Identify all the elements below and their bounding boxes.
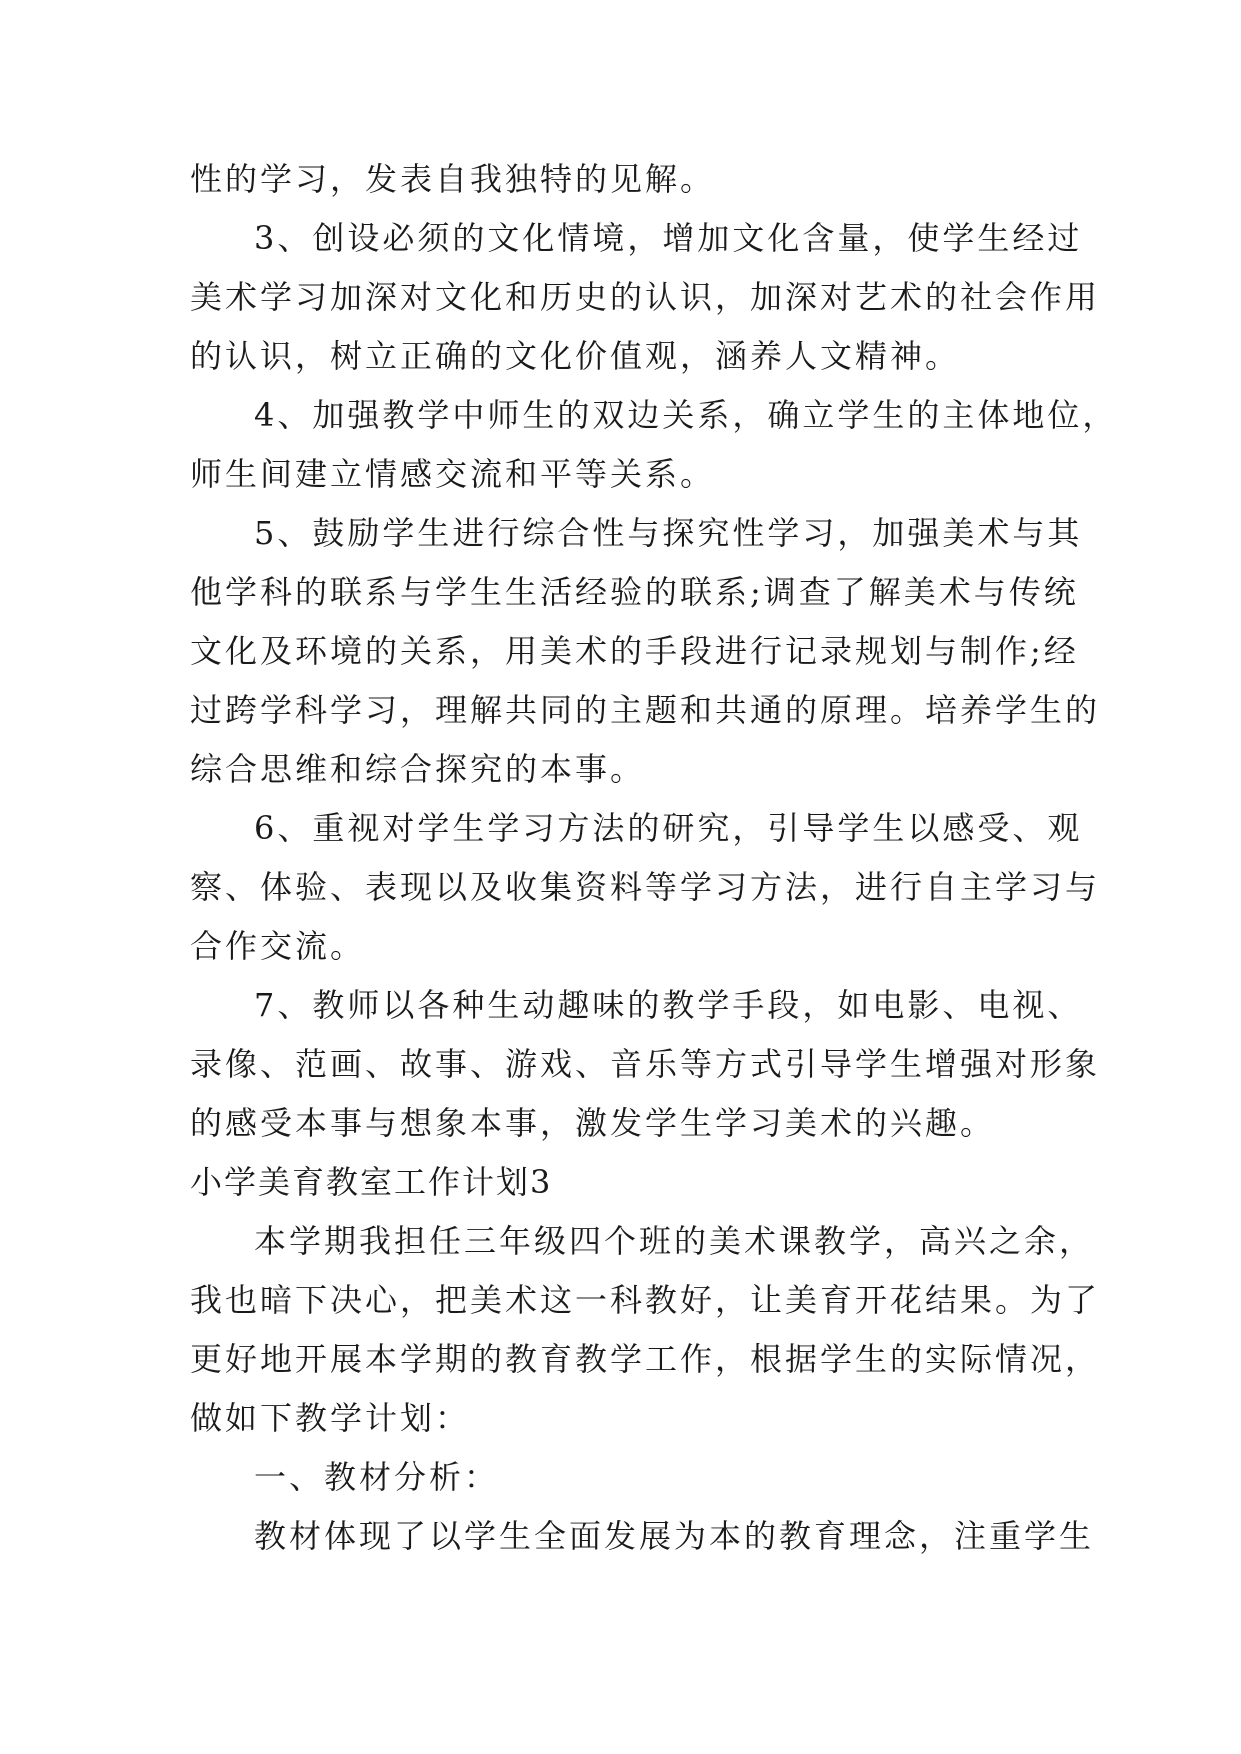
text-line: 本学期我担任三年级四个班的美术课教学，高兴之余，: [254, 1222, 1095, 1260]
text-line: 我也暗下决心，把美术这一科教好，让美育开花结果。为了: [190, 1281, 1101, 1319]
text-line: 更好地开展本学期的教育教学工作，根据学生的实际情况，: [190, 1340, 1101, 1378]
text-line: 师生间建立情感交流和平等关系。: [190, 455, 716, 493]
text-line: 5、鼓励学生进行综合性与探究性学习，加强美术与其: [254, 514, 1083, 552]
text-line: 3、创设必须的文化情境，增加文化含量，使学生经过: [254, 219, 1083, 257]
text-line: 4、加强教学中师生的双边关系，确立学生的主体地位，: [254, 396, 1118, 434]
text-line: 美术学习加深对文化和历史的认识，加深对艺术的社会作用: [190, 278, 1101, 316]
text-line: 文化及环境的关系，用美术的手段进行记录规划与制作;经: [190, 632, 1079, 670]
text-line: 综合思维和综合探究的本事。: [190, 750, 646, 788]
document-body: [190, 150, 1118, 1566]
text-line: 察、体验、表现以及收集资料等学习方法，进行自主学习与: [190, 868, 1101, 906]
text-line: 性的学习，发表自我独特的见解。: [190, 160, 716, 198]
text-line: 做如下教学计划：: [190, 1399, 471, 1437]
text-line: 的感受本事与想象本事，激发学生学习美术的兴趣。: [190, 1104, 996, 1142]
text-line: 教材体现了以学生全面发展为本的教育理念，注重学生: [254, 1517, 1095, 1555]
text-line: 录像、范画、故事、游戏、音乐等方式引导学生增强对形象: [190, 1045, 1101, 1083]
text-line: 6、重视对学生学习方法的研究，引导学生以感受、观: [254, 809, 1083, 847]
subsection-heading: 一、教材分析：: [254, 1458, 500, 1496]
text-line: 合作交流。: [190, 927, 366, 965]
text-line: 的认识，树立正确的文化价值观，涵养人文精神。: [190, 337, 961, 375]
text-line: 他学科的联系与学生生活经验的联系;调查了解美术与传统: [190, 573, 1079, 611]
text-line: 7、教师以各种生动趣味的教学手段，如电影、电视、: [254, 986, 1083, 1024]
text-line: 过跨学科学习，理解共同的主题和共通的原理。培养学生的: [190, 691, 1101, 729]
section-heading: 小学美育教室工作计划3: [190, 1163, 553, 1201]
